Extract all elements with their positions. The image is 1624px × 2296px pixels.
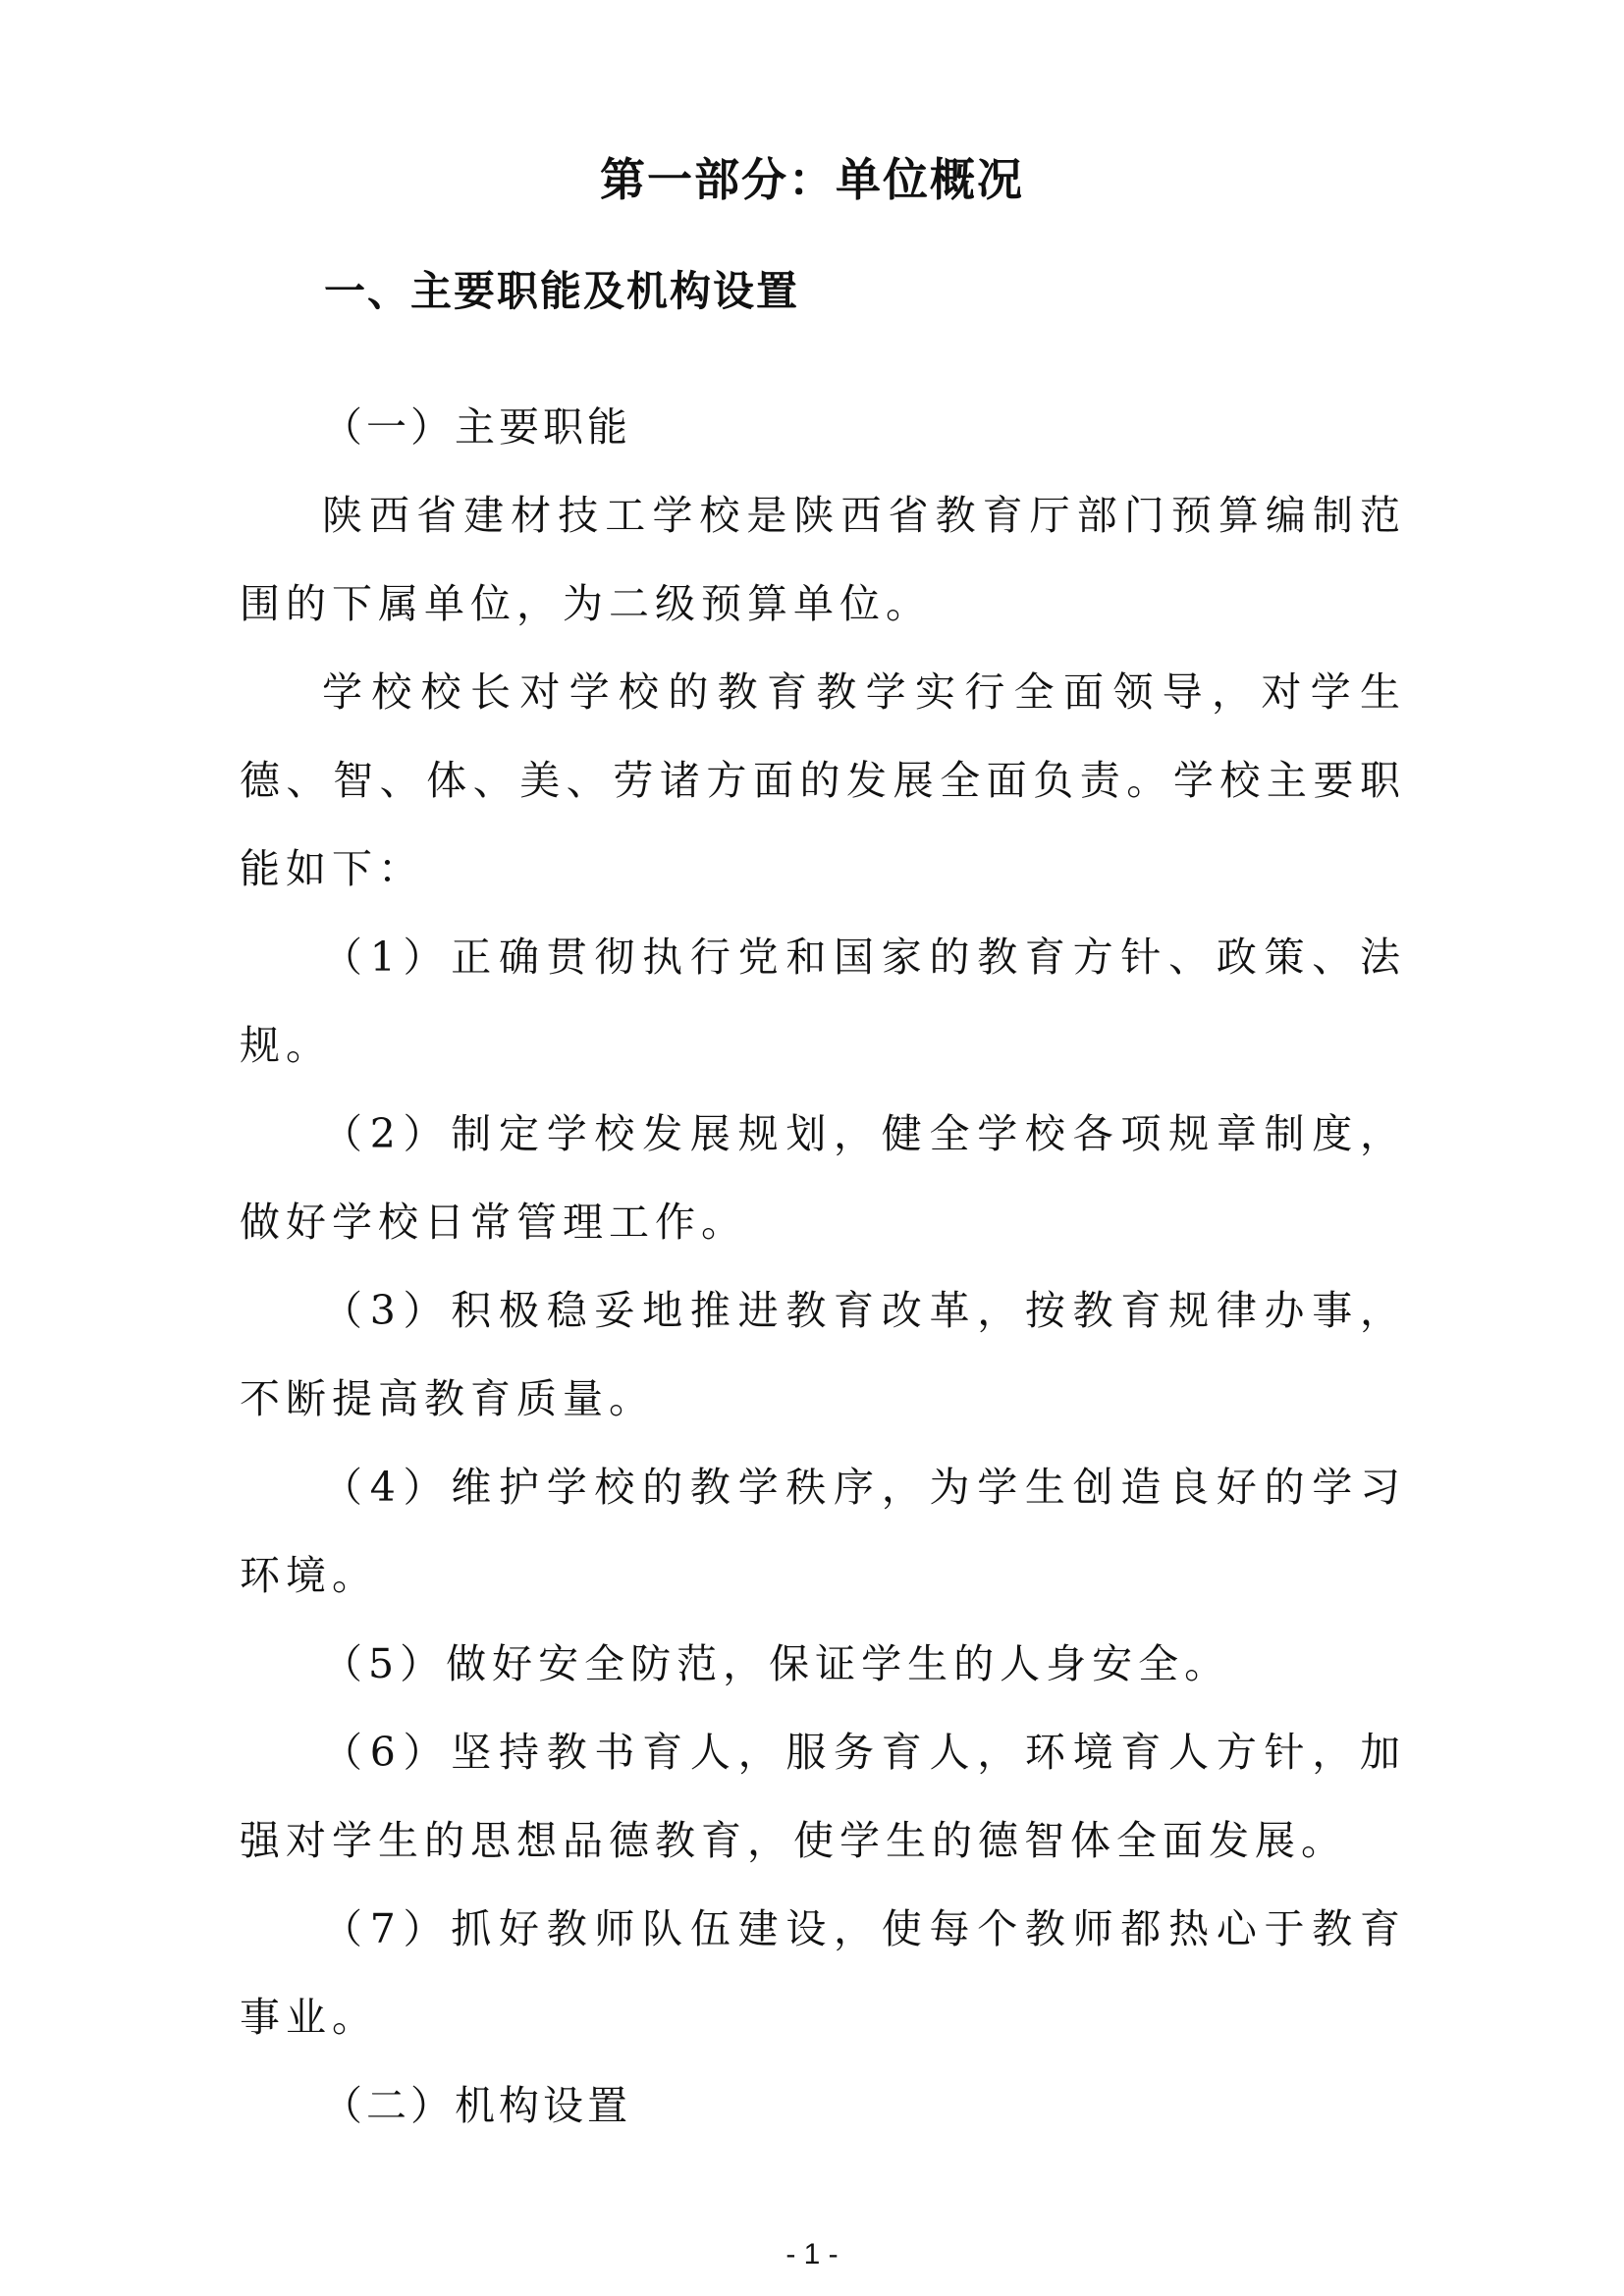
section-heading: 一、主要职能及机构设置 bbox=[324, 267, 800, 315]
page-title: 第一部分：单位概况 bbox=[600, 153, 1024, 206]
function-item-2: （2）制定学校发展规划，健全学校各项规章制度，做好学校日常管理工作。 bbox=[240, 1110, 1406, 1246]
paragraph-principal-duties: 学校校长对学校的教育教学实行全面领导，对学生德、智、体、美、劳诸方面的发展全面负责。学校主要职能如下： bbox=[240, 668, 1406, 892]
function-item-7: （7）抓好教师队伍建设，使每个教师都热心于教育事业。 bbox=[240, 1905, 1406, 2041]
document-body bbox=[240, 383, 1406, 2150]
subheading-organization: （二）机构设置 bbox=[322, 2082, 631, 2129]
function-item-3: （3）积极稳妥地推进教育改革，按教育规律办事，不断提高教育质量。 bbox=[240, 1287, 1406, 1422]
function-item-5: （5）做好安全防范，保证学生的人身安全。 bbox=[322, 1640, 1231, 1687]
function-item-6: （6）坚持教书育人，服务育人，环境育人方针，加强对学生的思想品德教育，使学生的德智体全面发展。 bbox=[240, 1729, 1406, 1864]
page-number: - 1 - bbox=[785, 2238, 839, 2270]
subheading-main-functions: （一）主要职能 bbox=[322, 403, 631, 451]
function-item-4: （4）维护学校的教学秩序，为学生创造良好的学习环境。 bbox=[240, 1464, 1406, 1599]
function-item-1: （1）正确贯彻执行党和国家的教育方针、政策、法规。 bbox=[240, 934, 1406, 1069]
paragraph-unit-intro: 陕西省建材技工学校是陕西省教育厅部门预算编制范围的下属单位，为二级预算单位。 bbox=[240, 492, 1406, 627]
